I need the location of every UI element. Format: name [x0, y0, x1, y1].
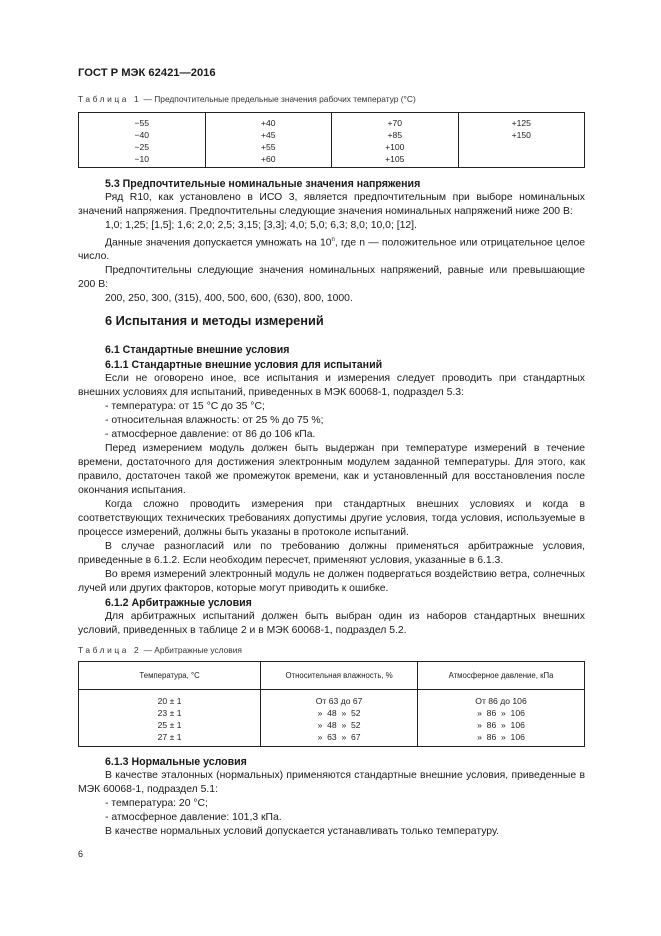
document-title: ГОСТ Р МЭК 62421—2016 — [78, 67, 216, 79]
cell-value: +125 — [511, 118, 531, 128]
table-row — [79, 113, 585, 168]
section-6-1-3 — [78, 755, 585, 839]
cell-value: +45 — [260, 130, 276, 140]
section-heading: 6.1.2 Арбитражные условия — [105, 597, 252, 609]
section-heading: 5.3 Предпочтительные номинальные значения напряжения — [105, 178, 421, 190]
table-cell — [332, 113, 459, 168]
value-list: 200, 250, 300, (315), 400, 500, 600, (630), 800, 1000. — [105, 293, 353, 305]
table2-caption — [78, 645, 242, 655]
value-list: 1,0; 1,25; [1,5]; 1,6; 2,0; 2,5; 3,15; [3,3]; 4,0; 5,0; 6,3; 8,0; 10,0; [12]. — [105, 220, 417, 231]
paragraph: В качестве эталонных (нормальных) применяются стандартные внешние условия, приведенные в МЭК 60068-1, подраздел 5.1: — [78, 770, 585, 795]
cell-value: −25 — [134, 142, 150, 152]
caption-prefix: Таблица 1 — [78, 94, 142, 104]
cell-value: −10 — [134, 154, 150, 164]
cell-value: » 86 » 106 — [477, 708, 525, 718]
cell-value: » 48 » 52 — [317, 720, 361, 730]
cell-value: −55 — [134, 118, 150, 128]
cell-value: +70 — [387, 118, 403, 128]
cell-value: » 86 » 106 — [477, 720, 525, 730]
section-heading: 6.1.1 Стандартные внешние условия для испытаний — [105, 359, 383, 371]
section-5-3 — [78, 177, 585, 306]
table-header-row — [79, 662, 585, 690]
column-header: Относительная влажность, % — [261, 662, 418, 690]
paragraph: Когда сложно проводить измерения при стандартных внешних условиях и когда в соответствующих технических требованиях допустимы другие условия, тогда условия, используемые в процессе измерений, должны быть указаны в протоколе испытаний. — [78, 499, 585, 538]
section-heading: 6.1 Стандартные внешние условия — [105, 344, 290, 356]
paragraph: Если не оговорено иное, все испытания и измерения следует проводить при стандартных внешних условиях для испытаний, приведенных в МЭК 60068-1, подраздел 5.3: — [78, 373, 585, 398]
paragraph: Для арбитражных испытаний должен быть выбран один из наборов стандартных внешних условий, приведенных в таблице 2 и в МЭК 60068-1, подраздел 5.2. — [78, 611, 585, 636]
cell-value: » 48 » 52 — [317, 708, 361, 718]
table-cell — [458, 113, 585, 168]
table1 — [78, 112, 585, 168]
table1-caption — [78, 94, 416, 104]
cell-value: 27 ± 1 — [157, 732, 182, 742]
cell-value: +105 — [385, 154, 405, 164]
table-cell — [205, 113, 332, 168]
cell-value: +60 — [260, 154, 276, 164]
paragraph: Перед измерением модуль должен быть выдержан при температуре измерений в течение времени, достаточного для достижения электронным модулем заданной температуры. Для этого, как правило, достаточен такой же промежуток времени, как и установленный для восстановления после окончания испытания. — [78, 443, 585, 496]
cell-value: +85 — [387, 130, 403, 140]
table-cell — [418, 690, 585, 747]
cell-value: −40 — [134, 130, 150, 140]
section-6-1 — [78, 343, 585, 638]
page-number: 6 — [78, 849, 84, 859]
cell-value: 23 ± 1 — [157, 708, 182, 718]
table2 — [78, 661, 585, 747]
section-heading: 6.1.3 Нормальные условия — [105, 756, 247, 768]
cell-value: » 63 » 67 — [317, 732, 361, 742]
superscript: n — [331, 237, 335, 243]
table-cell — [79, 690, 261, 747]
list-item: - атмосферное давление: 101,3 кПа. — [105, 812, 282, 823]
column-header: Температура, °С — [79, 662, 261, 690]
cell-value: От 86 до 106 — [475, 696, 527, 706]
list-item: - атмосферное давление: от 86 до 106 кПа. — [105, 429, 316, 440]
paragraph — [78, 233, 585, 264]
list-item: - относительная влажность: от 25 % до 75 %; — [105, 415, 324, 426]
column-header: Атмосферное давление, кПа — [418, 662, 585, 690]
paragraph: Во время измерений электронный модуль не должен подвергаться воздействию ветра, солнечных лучей или других факторов, которые могут приводить к ошибке. — [78, 569, 585, 594]
cell-value: +150 — [511, 130, 531, 140]
list-item: - температура: от 15 °С до 35 °С; — [105, 401, 265, 412]
paragraph: В качестве нормальных условий допускается устанавливать только температуру. — [105, 826, 499, 837]
table-cell — [261, 690, 418, 747]
cell-value: 25 ± 1 — [157, 720, 182, 730]
cell-value: +55 — [260, 142, 276, 152]
paragraph: Ряд R10, как установлено в ИСО 3, является предпочтительным при выборе номинальных значений напряжения. Предпочтительны следующие значения номинальных напряжений ниже 200 В: — [78, 192, 585, 217]
cell-value: 20 ± 1 — [157, 696, 182, 706]
table-cell — [79, 113, 206, 168]
paragraph: В случае разногласий или по требованию должны применяться арбитражные условия, приведенные в 6.1.2. Если необходим пересчет, применяют условия, указанные в 6.1.3. — [78, 541, 585, 566]
cell-value: От 63 до 67 — [315, 696, 363, 706]
section-6-heading: 6 Испытания и методы измерений — [105, 313, 324, 328]
list-item: - температура: 20 °С; — [105, 798, 208, 809]
paragraph: Предпочтительны следующие значения номинальных напряжений, равные или превышающие 200 В: — [78, 265, 585, 291]
text: Данные значения допускается умножать на 10 — [105, 237, 332, 249]
caption-prefix: Таблица 2 — [78, 645, 142, 655]
caption-text: — Предпочтительные предельные значения рабочих температур (°С) — [141, 94, 416, 104]
cell-value: » 86 » 106 — [477, 732, 525, 742]
text: , где n — положительное или отрицательное целое число. — [78, 237, 586, 263]
cell-value: +100 — [385, 142, 405, 152]
caption-text: — Арбитражные условия — [141, 645, 242, 655]
table-row — [79, 690, 585, 747]
cell-value: +40 — [260, 118, 276, 128]
